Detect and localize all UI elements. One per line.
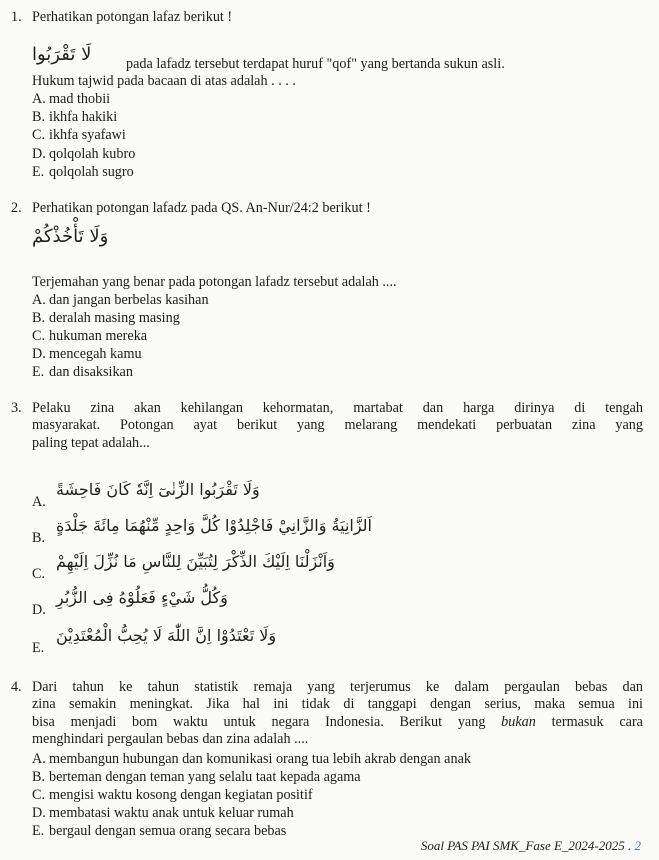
arabic-verse: وَكُلُّ شَيْءٍ فَعَلُوْهُ فِى الزُّبُرِ: [56, 588, 228, 607]
arabic-verse: وَلَا تَعْتَدُوْا اِنَّ اللّٰهَ لَا يُحِبُّ الْمُعْتَدِيْنَ: [56, 626, 277, 645]
option-c[interactable]: C. mengisi waktu kosong dengan kegiatan positif: [32, 787, 313, 803]
option-d[interactable]: D. qolqolah kubro: [32, 146, 136, 162]
option-b[interactable]: B. berteman dengan teman yang selalu taat kepada agama: [32, 769, 361, 785]
option-a[interactable]: A. وَلَا تَقْرَبُوا الزِّنٰىٓ اِنَّهٗ كَانَ فَاحِشَةً: [32, 480, 260, 510]
question-title: Perhatikan potongan lafadz pada QS. An-Nur/24:2 berikut !: [32, 200, 371, 216]
option-c[interactable]: C. وَاَنْزَلْنَا اِلَيْكَ الذِّكْرَ لِتُبَيِّنَ لِلنَّاسِ مَا نُزِّلَ اِلَيْهِمْ: [32, 552, 335, 582]
option-a[interactable]: A. membangun hubungan dan komunikasi orang tua lebih akrab dengan anak: [32, 751, 471, 767]
emphasis: bukan: [501, 713, 536, 730]
arabic-verse: اَلزَّانِيَةُ وَالزَّانِيْ فَاجْلِدُوْا كُلَّ وَاحِدٍ مِّنْهُمَا مِائَةَ جَلْدَةٍ: [56, 516, 372, 535]
option-c[interactable]: C. hukuman mereka: [32, 328, 148, 344]
arabic-verse: وَاَنْزَلْنَا اِلَيْكَ الذِّكْرَ لِتُبَيِّنَ لِلنَّاسِ مَا نُزِّلَ اِلَيْهِمْ: [56, 552, 335, 571]
option-d[interactable]: D. membatasi waktu anak untuk keluar rumah: [32, 805, 294, 821]
question-title: Perhatikan potongan lafaz berikut !: [32, 9, 233, 25]
question-number: 2.: [11, 200, 22, 216]
option-e[interactable]: E. dan disaksikan: [32, 364, 133, 380]
question-stem: [32, 679, 643, 749]
question-prompt: Terjemahan yang benar pada potongan lafadz tersebut adalah ....: [32, 274, 397, 290]
option-a[interactable]: A. dan jangan berbelas kasihan: [32, 292, 209, 308]
stem-line: Dari tahun ke tahun statistik remaja yang terjerumus ke dalam pergaulan bebas dan: [32, 679, 643, 695]
option-a[interactable]: A. mad thobii: [32, 91, 111, 107]
option-e[interactable]: E. وَلَا تَعْتَدُوْا اِنَّ اللّٰهَ لَا يُحِبُّ الْمُعْتَدِيْنَ: [32, 626, 277, 656]
stem-line: masyarakat. Potongan ayat berikut yang melarang mendekati perbuatan zina yang: [32, 417, 643, 434]
page-number: 2: [634, 838, 641, 853]
option-b[interactable]: B. اَلزَّانِيَةُ وَالزَّانِيْ فَاجْلِدُوْا كُلَّ وَاحِدٍ مِّنْهُمَا مِائَةَ جَلْدَةٍ: [32, 516, 372, 546]
option-d[interactable]: D. وَكُلُّ شَيْءٍ فَعَلُوْهُ فِى الزُّبُرِ: [32, 588, 228, 618]
stem-line: zina semakin meningkat. Jika hal ini tidak di tanggapi dengan serius, maka semua ini: [32, 696, 643, 713]
arabic-verse: وَلَا تَقْرَبُوا الزِّنٰىٓ اِنَّهٗ كَانَ فَاحِشَةً: [56, 480, 260, 499]
question-number: 4.: [11, 679, 22, 695]
option-b[interactable]: B. deralah masing masing: [32, 310, 180, 326]
question-stem: [32, 400, 643, 452]
footer-label: Soal PAS PAI SMK_Fase E_2024-2025 .: [420, 838, 632, 853]
arabic-text: وَلَا تَأْخُذْكُمْ: [32, 226, 109, 247]
stem-line: bisa menjadi bom waktu untuk negara Indonesia. Berikut yang bukan termasuk cara: [32, 713, 643, 730]
stem-line: Pelaku zina akan kehilangan kehormatan, martabat dan harga dirinya di tengah: [32, 400, 643, 416]
option-b[interactable]: B. ikhfa hakiki: [32, 109, 118, 125]
option-d[interactable]: D. mencegah kamu: [32, 346, 142, 362]
arabic-note: pada lafadz tersebut terdapat huruf "qof" yang bertanda sukun asli.: [126, 56, 505, 72]
option-e[interactable]: E. bergaul dengan semua orang secara bebas: [32, 823, 287, 839]
question-number: 3.: [11, 400, 22, 416]
arabic-text: لَا تَقْرَبُوا: [32, 44, 92, 65]
page-footer: [421, 838, 641, 854]
stem-line: paling tepat adalah...: [32, 434, 150, 451]
option-c[interactable]: C. ikhfa syafawi: [32, 127, 126, 143]
question-prompt: Hukum tajwid pada bacaan di atas adalah . . . .: [32, 73, 296, 89]
stem-line: menghindari pergaulan bebas dan zina adalah ....: [32, 731, 309, 748]
option-e[interactable]: E. qolqolah sugro: [32, 164, 134, 180]
question-number: 1.: [11, 9, 22, 25]
